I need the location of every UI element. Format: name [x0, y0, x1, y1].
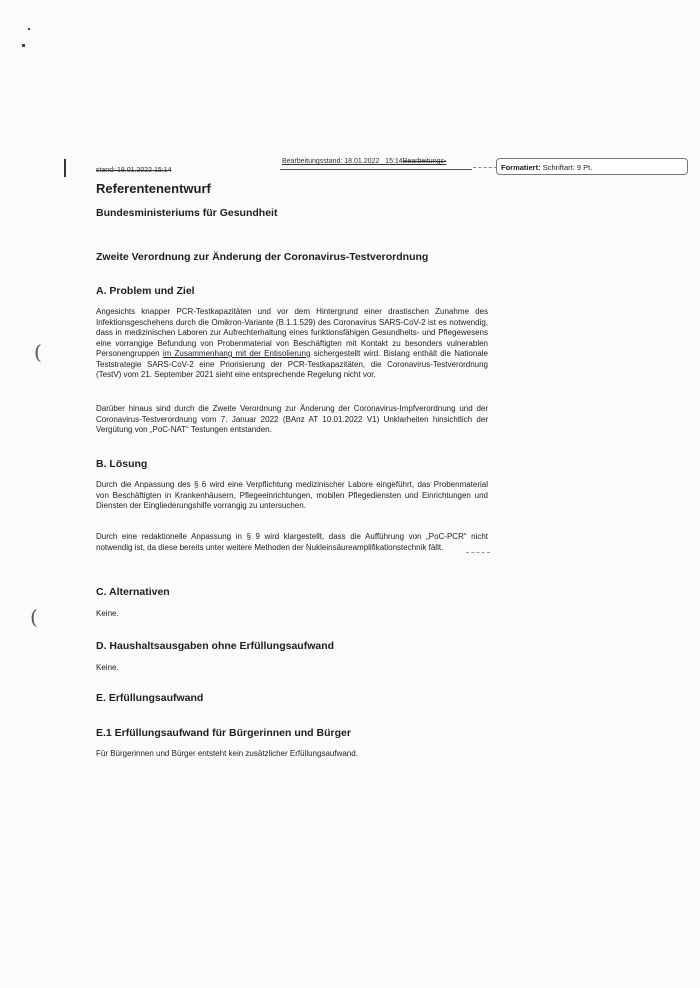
section-a-text: sichergestellt wird. Bislang enthält die Nationale Teststrategie SARS-CoV-2 eine Priorisierung der PCR-Testkapazitäten, die Coronavirus-Testverordnung (TestV) vom 21. September 2021 sieht eine entsprechende Regelung nicht vor.: [96, 349, 488, 379]
section-e1-text: Für Bürgerinnen und Bürger entsteht kein zusätzlicher Erfüllungsaufwand.: [96, 749, 358, 758]
comment-label: Formatiert:: [501, 163, 541, 172]
section-d-heading: D. Haushaltsausgaben ohne Erfüllungsaufwand: [96, 640, 335, 652]
regulation-title: Zweite Verordnung zur Änderung der Coronavirus-Testverordnung: [96, 251, 429, 263]
section-d-text: Keine.: [96, 663, 119, 672]
scan-punch-hole-mark: (: [34, 340, 42, 364]
change-bar: [64, 159, 66, 177]
scan-punch-hole-mark: (: [30, 605, 38, 629]
comment-connector: [473, 167, 497, 168]
deleted-stand-text: stand: 18.01.2022 15:14: [96, 167, 172, 174]
section-c-heading: C. Alternativen: [96, 586, 170, 598]
section-a-heading: A. Problem und Ziel: [96, 285, 195, 297]
section-b-heading: B. Lösung: [96, 458, 148, 470]
revision-time: 15:14: [385, 158, 403, 165]
section-b-paragraph-1: Durch die Anpassung des § 6 wird eine Verpflichtung medizinischer Labore eingeführt, das Probenmaterial von Beschäftigten in Krankenhäusern, Pflegeeinrichtungen, mobilen Pflegediensten und Einrichtungen und Diensten der Eingliederungshilfe vorrangig zu untersuchen.: [96, 480, 488, 510]
section-a-paragraph-1: [96, 307, 488, 381]
header-rule: [280, 169, 472, 170]
revision-deleted-word: Bearbeitungs-: [402, 158, 447, 165]
ministry-title: Bundesministeriums für Gesundheit: [96, 207, 278, 219]
tracked-insertion: im Zusammenhang mit der Entisolierung: [162, 349, 311, 358]
revision-label: Bearbeitungsstand:: [282, 158, 343, 165]
document-type-title: Referentenentwurf: [96, 181, 211, 196]
section-a-paragraph-2: Darüber hinaus sind durch die Zweite Verordnung zur Änderung der Coronavirus-Impfverordnung und der Coronavirus-Testverordnung vom 7. Januar 2022 (BAnz AT 10.01.2022 V1) Unklarheiten hinsichtlich der Vergütung von „PoC-NAT“ Testungen entstanden.: [96, 404, 488, 434]
scan-speck: [22, 44, 25, 47]
section-b-paragraph-2: Durch eine redaktionelle Anpassung in § 9 wird klargestellt, dass die Aufführung von „PoC-PCR“ nicht notwendig ist, da diese bereits unter weitere Methoden der Nukleinsäureamplifikationstechnik fällt.: [96, 532, 488, 552]
format-comment-balloon[interactable]: [496, 158, 688, 175]
scan-speck: [28, 28, 30, 30]
section-e-heading: E. Erfüllungsaufwand: [96, 692, 204, 704]
comment-text: Schriftart: 9 Pt.: [542, 163, 593, 172]
section-c-text: Keine.: [96, 609, 119, 618]
change-connector: [466, 552, 490, 553]
section-a-text: Angesichts knapper PCR-Testkapazitäten und vor dem Hintergrund einer drastischen Zunahme des Infektionsgeschehens durch die Omikron-Variante (B.1.1.529) des Coronavirus SARS-CoV-2 ist es notwendig, dass in medizinischen Laboren zur Aufrechterhaltung eines funktionsfähigen Gesundheits- und Pflegewesens eine vorrangige Befundung von Probenmaterial von Beschäftigten mit Kontakt zu besonders vulnerablen Personengruppen: [96, 307, 488, 358]
revision-status-line: [282, 158, 446, 165]
section-e1-heading: E.1 Erfüllungsaufwand für Bürgerinnen und Bürger: [96, 727, 351, 739]
revision-date: 18.01.2022: [344, 158, 380, 165]
